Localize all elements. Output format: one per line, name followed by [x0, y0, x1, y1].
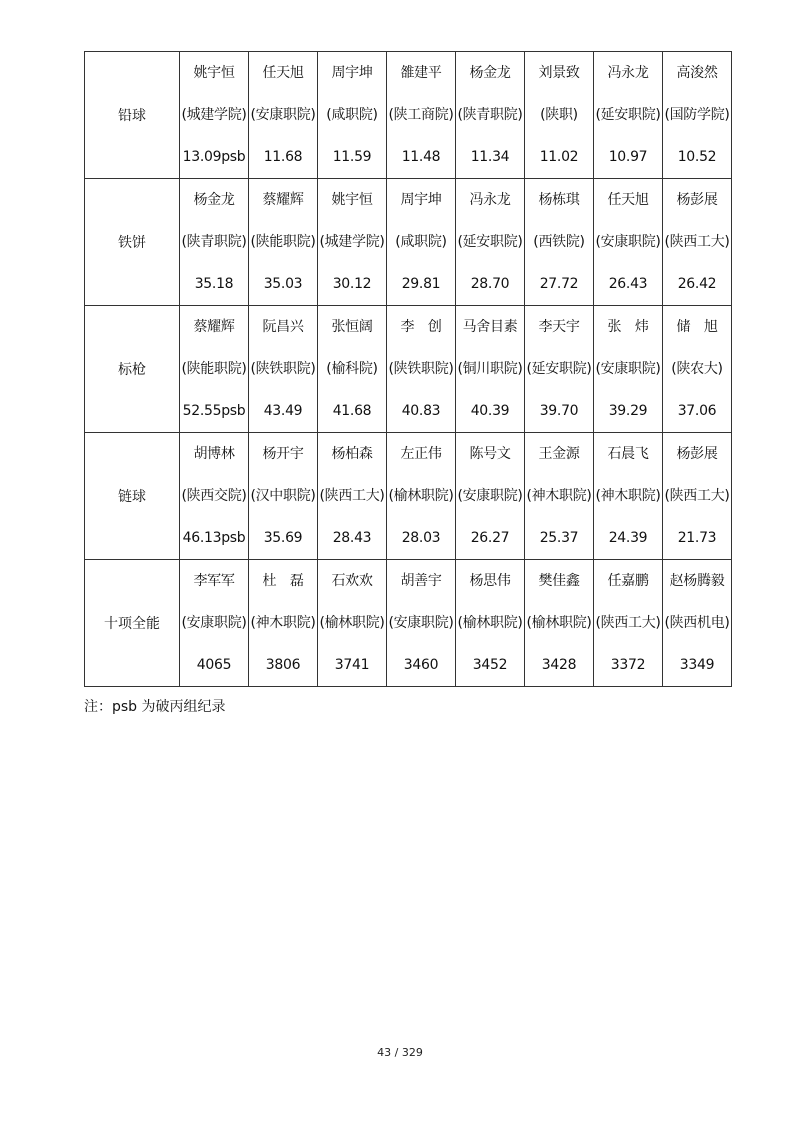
athlete-cell	[456, 179, 525, 306]
athlete-unit: (榆科院)	[326, 361, 378, 377]
athlete-cell	[180, 52, 249, 179]
athlete-cell	[318, 179, 387, 306]
athlete-unit: (安康职院)	[388, 615, 454, 631]
athlete-cell	[318, 433, 387, 560]
athlete-score: 10.97	[608, 149, 648, 165]
athlete-cell	[594, 433, 663, 560]
athlete-unit: (陕能职院)	[250, 234, 316, 250]
athlete-name: 杨开宇	[262, 446, 304, 462]
athlete-score: 11.48	[401, 149, 441, 165]
athlete-score: 35.18	[194, 276, 234, 292]
athlete-unit: (陕铁职院)	[250, 361, 316, 377]
athlete-cell	[387, 560, 456, 687]
athlete-name: 杨金龙	[193, 192, 235, 208]
event-name: 标枪	[85, 306, 180, 433]
athlete-name: 储 旭	[676, 319, 718, 335]
athlete-name: 刘景致	[538, 65, 580, 81]
event-row	[85, 52, 732, 179]
athlete-unit: (陕西工大)	[664, 234, 730, 250]
athlete-unit: (神木职院)	[595, 488, 661, 504]
athlete-score: 26.43	[608, 276, 648, 292]
athlete-unit: (陕工商院)	[388, 107, 454, 123]
athlete-name: 杨柏森	[331, 446, 373, 462]
athlete-name: 阮昌兴	[262, 319, 304, 335]
athlete-name: 蔡耀辉	[193, 319, 235, 335]
athlete-score: 3452	[472, 657, 508, 673]
athlete-score: 3428	[541, 657, 577, 673]
athlete-score: 10.52	[677, 149, 717, 165]
athlete-unit: (陕西工大)	[664, 488, 730, 504]
athlete-cell	[594, 560, 663, 687]
athlete-score: 21.73	[677, 530, 717, 546]
athlete-unit: (榆林职院)	[457, 615, 523, 631]
athlete-name: 石晨飞	[607, 446, 649, 462]
athlete-name: 杨金龙	[469, 65, 511, 81]
athlete-score: 35.69	[263, 530, 303, 546]
athlete-score: 27.72	[539, 276, 579, 292]
athlete-score: 28.43	[332, 530, 372, 546]
results-table-body	[85, 52, 732, 687]
athlete-cell	[387, 179, 456, 306]
athlete-name: 周宇坤	[331, 65, 373, 81]
athlete-name: 张恒阔	[331, 319, 373, 335]
athlete-cell	[525, 433, 594, 560]
athlete-score: 39.29	[608, 403, 648, 419]
athlete-unit: (榆林职院)	[319, 615, 385, 631]
athlete-cell	[387, 433, 456, 560]
athlete-unit: (城建学院)	[181, 107, 247, 123]
athlete-score: 3741	[334, 657, 370, 673]
athlete-score: 4065	[196, 657, 232, 673]
athlete-score: 40.83	[401, 403, 441, 419]
event-row	[85, 179, 732, 306]
athlete-cell	[663, 52, 732, 179]
athlete-score: 46.13psb	[182, 530, 246, 546]
athlete-name: 李军军	[193, 573, 235, 589]
athlete-score: 52.55psb	[182, 403, 246, 419]
athlete-name: 左正伟	[400, 446, 442, 462]
event-row	[85, 433, 732, 560]
event-row	[85, 560, 732, 687]
athlete-name: 李 创	[400, 319, 442, 335]
athlete-name: 姚宇恒	[193, 65, 235, 81]
athlete-score: 11.59	[332, 149, 372, 165]
athlete-unit: (城建学院)	[319, 234, 385, 250]
athlete-cell	[456, 306, 525, 433]
athlete-unit: (延安职院)	[457, 234, 523, 250]
athlete-unit: (西铁院)	[533, 234, 585, 250]
athlete-unit: (榆林职院)	[388, 488, 454, 504]
athlete-cell	[456, 560, 525, 687]
athlete-unit: (陕西工大)	[595, 615, 661, 631]
athlete-cell	[525, 306, 594, 433]
athlete-unit: (安康职院)	[181, 615, 247, 631]
athlete-name: 任天旭	[607, 192, 649, 208]
athlete-unit: (安康职院)	[595, 234, 661, 250]
athlete-score: 28.03	[401, 530, 441, 546]
athlete-name: 蔡耀辉	[262, 192, 304, 208]
athlete-cell	[180, 433, 249, 560]
athlete-name: 李天宇	[538, 319, 580, 335]
athlete-name: 冯永龙	[469, 192, 511, 208]
athlete-score: 3349	[679, 657, 715, 673]
athlete-name: 石欢欢	[331, 573, 373, 589]
athlete-unit: (安康职院)	[250, 107, 316, 123]
athlete-cell	[525, 52, 594, 179]
athlete-unit: (咸职院)	[326, 107, 378, 123]
athlete-score: 40.39	[470, 403, 510, 419]
athlete-name: 杨彭展	[676, 446, 718, 462]
athlete-cell	[663, 179, 732, 306]
athlete-name: 姚宇恒	[331, 192, 373, 208]
athlete-cell	[249, 306, 318, 433]
athlete-cell	[249, 179, 318, 306]
athlete-unit: (安康职院)	[457, 488, 523, 504]
athlete-name: 赵杨腾毅	[669, 573, 725, 589]
athlete-unit: (神木职院)	[526, 488, 592, 504]
athlete-cell	[525, 560, 594, 687]
results-table	[84, 51, 732, 687]
athlete-cell	[318, 52, 387, 179]
athlete-unit: (神木职院)	[250, 615, 316, 631]
athlete-name: 任嘉鹏	[607, 573, 649, 589]
athlete-score: 29.81	[401, 276, 441, 292]
athlete-score: 13.09psb	[182, 149, 246, 165]
athlete-score: 26.42	[677, 276, 717, 292]
athlete-name: 周宇坤	[400, 192, 442, 208]
event-name: 铅球	[85, 52, 180, 179]
athlete-score: 11.34	[470, 149, 510, 165]
athlete-score: 43.49	[263, 403, 303, 419]
athlete-cell	[456, 52, 525, 179]
athlete-unit: (陕农大)	[671, 361, 723, 377]
athlete-unit: (榆林职院)	[526, 615, 592, 631]
athlete-unit: (延安职院)	[526, 361, 592, 377]
athlete-cell	[594, 52, 663, 179]
athlete-unit: (陕能职院)	[181, 361, 247, 377]
athlete-name: 胡善宇	[400, 573, 442, 589]
athlete-cell	[180, 560, 249, 687]
athlete-unit: (陕西交院)	[181, 488, 247, 504]
athlete-unit: (延安职院)	[595, 107, 661, 123]
event-name: 铁饼	[85, 179, 180, 306]
athlete-cell	[663, 433, 732, 560]
athlete-cell	[387, 306, 456, 433]
athlete-unit: (铜川职院)	[457, 361, 523, 377]
athlete-name: 雒建平	[400, 65, 442, 81]
athlete-name: 杨栋琪	[538, 192, 580, 208]
athlete-unit: (陕职)	[540, 107, 578, 123]
event-name: 十项全能	[85, 560, 180, 687]
page-number: 43 / 329	[377, 1046, 423, 1059]
athlete-cell	[249, 560, 318, 687]
athlete-cell	[249, 433, 318, 560]
athlete-name: 樊佳鑫	[538, 573, 580, 589]
athlete-unit: (国防学院)	[664, 107, 730, 123]
footnote: 注：psb 为破丙组纪录	[84, 699, 226, 715]
athlete-name: 杨思伟	[469, 573, 511, 589]
athlete-cell	[318, 560, 387, 687]
athlete-score: 24.39	[608, 530, 648, 546]
athlete-cell	[525, 179, 594, 306]
athlete-cell	[594, 179, 663, 306]
athlete-cell	[663, 306, 732, 433]
athlete-score: 11.02	[539, 149, 579, 165]
event-name: 链球	[85, 433, 180, 560]
athlete-cell	[456, 433, 525, 560]
athlete-unit: (陕铁职院)	[388, 361, 454, 377]
athlete-name: 陈号文	[469, 446, 511, 462]
athlete-unit: (咸职院)	[395, 234, 447, 250]
athlete-name: 王金源	[538, 446, 580, 462]
athlete-unit: (陕西工大)	[319, 488, 385, 504]
athlete-score: 28.70	[470, 276, 510, 292]
athlete-score: 25.37	[539, 530, 579, 546]
athlete-score: 39.70	[539, 403, 579, 419]
event-row	[85, 306, 732, 433]
athlete-score: 35.03	[263, 276, 303, 292]
athlete-score: 30.12	[332, 276, 372, 292]
athlete-name: 胡博林	[193, 446, 235, 462]
athlete-cell	[180, 179, 249, 306]
athlete-cell	[318, 306, 387, 433]
athlete-cell	[387, 52, 456, 179]
athlete-name: 任天旭	[262, 65, 304, 81]
athlete-name: 高浚然	[676, 65, 718, 81]
athlete-unit: (汉中职院)	[250, 488, 316, 504]
athlete-name: 杨彭展	[676, 192, 718, 208]
athlete-unit: (安康职院)	[595, 361, 661, 377]
athlete-name: 马舍目素	[462, 319, 518, 335]
athlete-cell	[249, 52, 318, 179]
athlete-unit: (陕西机电)	[664, 615, 730, 631]
athlete-cell	[663, 560, 732, 687]
athlete-name: 冯永龙	[607, 65, 649, 81]
athlete-name: 张 炜	[607, 319, 649, 335]
athlete-score: 3806	[265, 657, 301, 673]
athlete-cell	[594, 306, 663, 433]
athlete-score: 41.68	[332, 403, 372, 419]
athlete-unit: (陕青职院)	[181, 234, 247, 250]
athlete-score: 3460	[403, 657, 439, 673]
athlete-score: 3372	[610, 657, 646, 673]
athlete-score: 37.06	[677, 403, 717, 419]
athlete-score: 11.68	[263, 149, 303, 165]
athlete-unit: (陕青职院)	[457, 107, 523, 123]
athlete-score: 26.27	[470, 530, 510, 546]
athlete-cell	[180, 306, 249, 433]
athlete-name: 杜 磊	[262, 573, 304, 589]
